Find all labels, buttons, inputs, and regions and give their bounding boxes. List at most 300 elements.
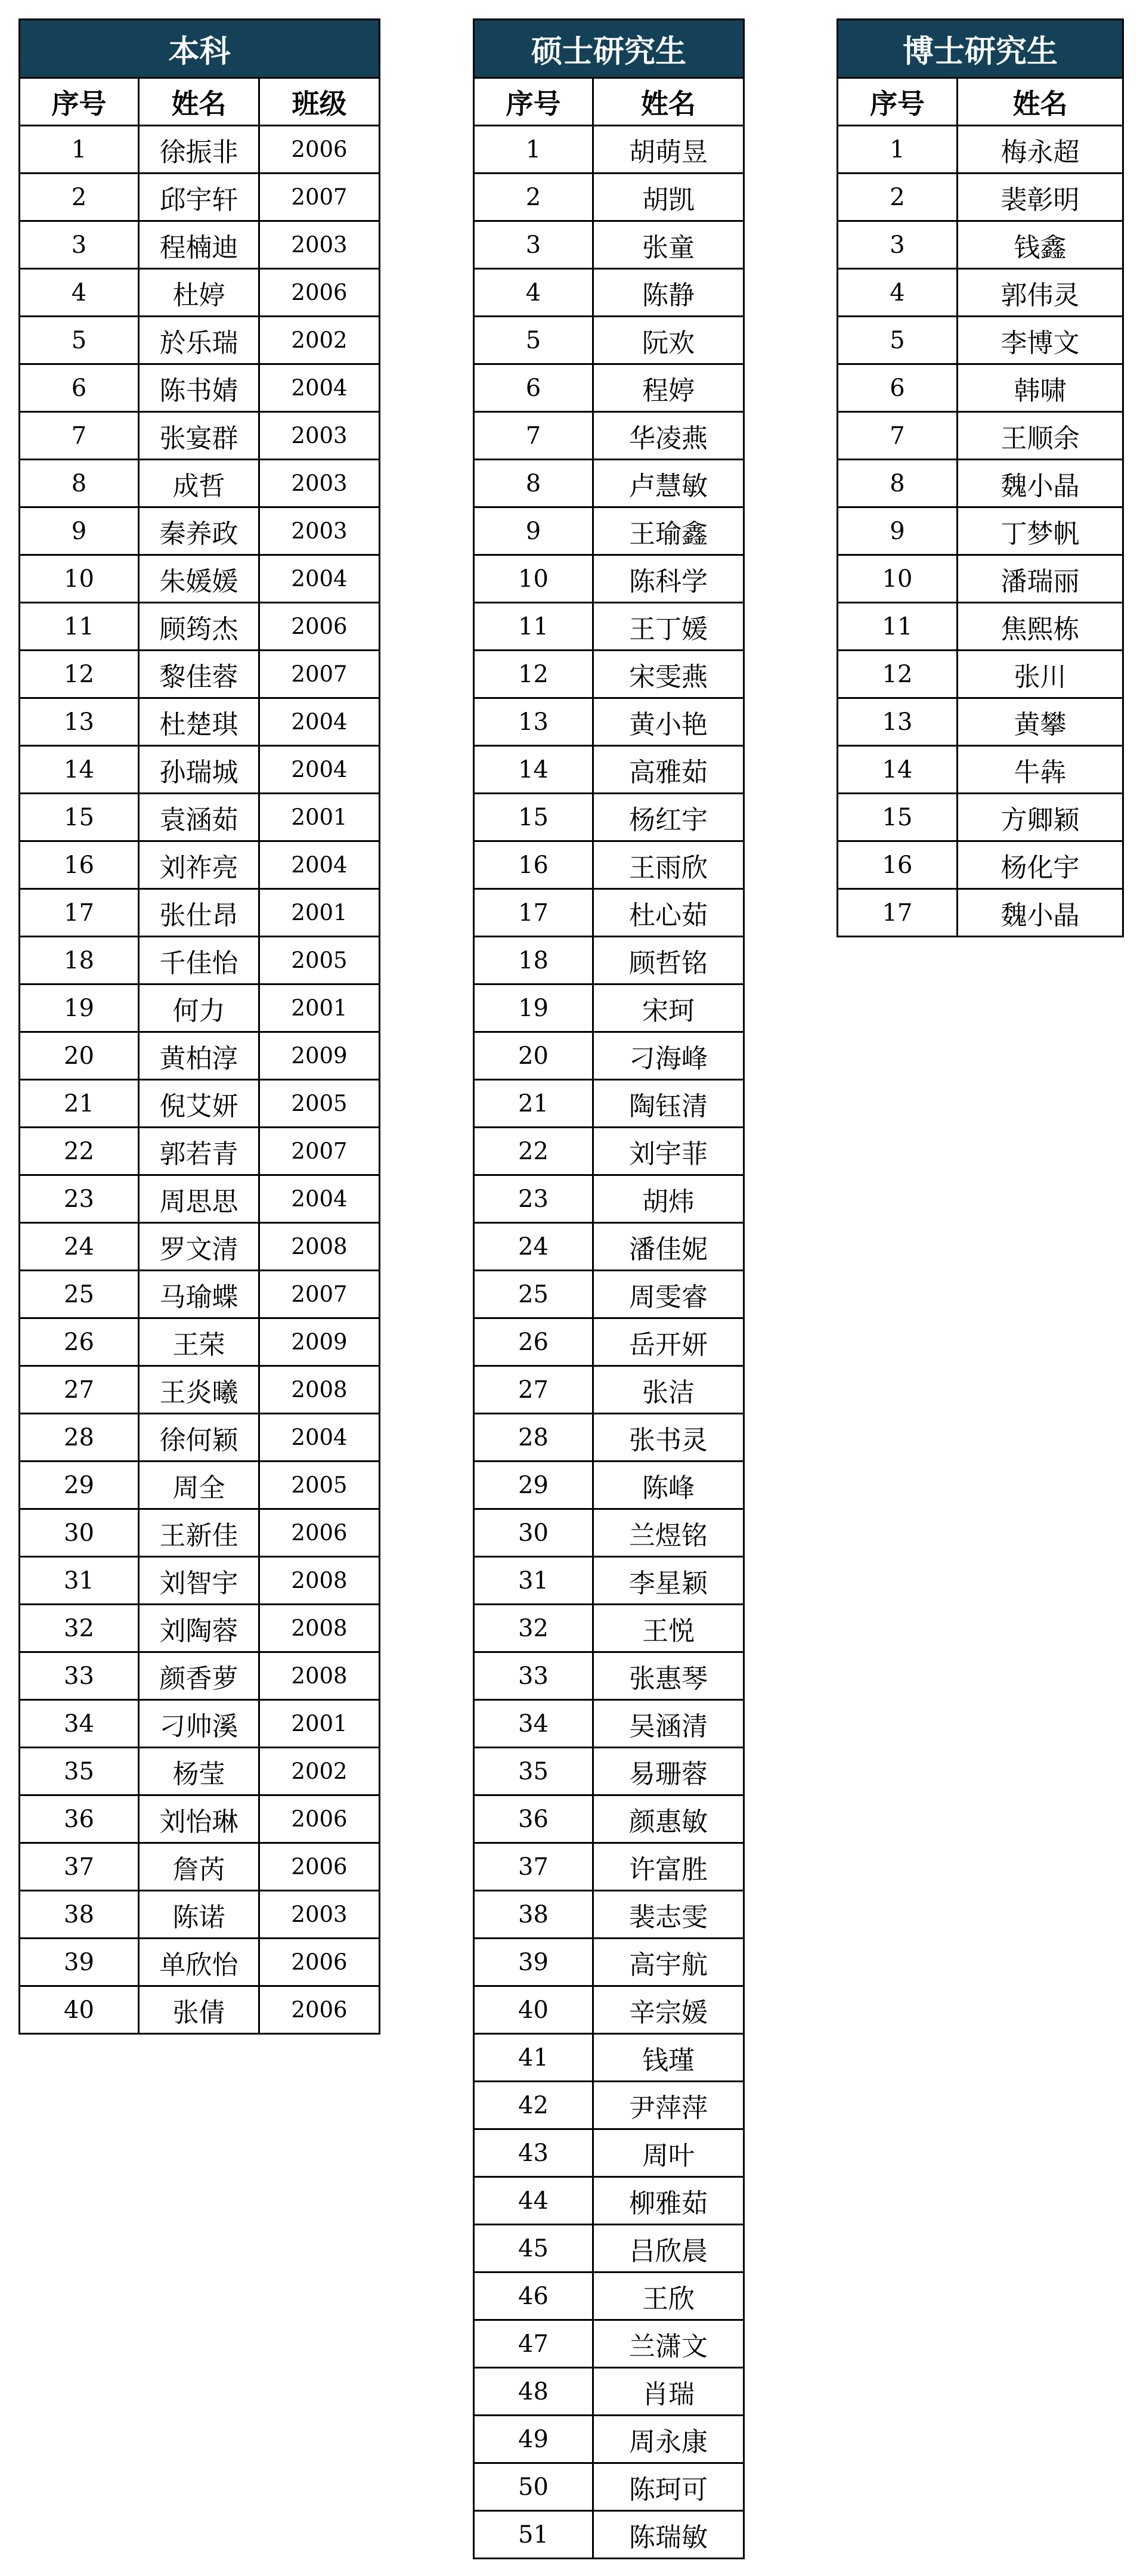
student-name: 周雯睿 <box>593 1271 744 1318</box>
table-row <box>20 269 380 317</box>
student-name: 易珊蓉 <box>593 1748 744 1795</box>
class-year: 2007 <box>259 1271 380 1318</box>
row-index: 44 <box>474 2177 593 2225</box>
row-index: 15 <box>20 794 139 841</box>
table-row <box>474 2129 744 2177</box>
row-index: 34 <box>474 1700 593 1748</box>
class-year: 2006 <box>259 1509 380 1557</box>
table-row <box>474 2463 744 2511</box>
table-row <box>20 555 380 603</box>
row-index: 31 <box>20 1557 139 1605</box>
class-year: 2004 <box>259 1414 380 1462</box>
table-row <box>474 555 744 603</box>
student-name: 陈书婧 <box>139 364 259 412</box>
row-index: 25 <box>474 1271 593 1318</box>
class-year: 2002 <box>259 317 380 364</box>
student-name: 王悦 <box>593 1605 744 1652</box>
row-index: 39 <box>474 1939 593 1986</box>
student-name: 韩啸 <box>958 364 1123 412</box>
student-name: 尹萍萍 <box>593 2082 744 2129</box>
table-row <box>474 2177 744 2225</box>
student-name: 李博文 <box>958 317 1123 364</box>
table-row <box>474 1605 744 1652</box>
student-name: 宋雯燕 <box>593 651 744 698</box>
table-row <box>474 794 744 841</box>
row-index: 37 <box>20 1843 139 1891</box>
row-index: 15 <box>474 794 593 841</box>
table-row <box>474 1318 744 1366</box>
row-index: 28 <box>474 1414 593 1462</box>
table-row <box>474 2272 744 2320</box>
row-index: 27 <box>20 1366 139 1414</box>
student-name: 王新佳 <box>139 1509 259 1557</box>
table-row <box>20 1557 380 1605</box>
row-index: 5 <box>838 317 958 364</box>
row-index: 8 <box>20 460 139 507</box>
row-index: 37 <box>474 1843 593 1891</box>
row-index: 2 <box>474 174 593 221</box>
row-index: 6 <box>20 364 139 412</box>
class-year: 2007 <box>259 651 380 698</box>
undergrad-body <box>20 126 380 2034</box>
row-index: 1 <box>20 126 139 174</box>
student-name: 王荣 <box>139 1318 259 1366</box>
doctoral-title: 博士研究生 <box>838 20 1123 78</box>
row-index: 6 <box>474 364 593 412</box>
row-index: 9 <box>838 507 958 555</box>
row-index: 16 <box>474 841 593 889</box>
row-index: 35 <box>20 1748 139 1795</box>
student-name: 许富胜 <box>593 1843 744 1891</box>
row-index: 33 <box>20 1652 139 1700</box>
table-row <box>474 1366 744 1414</box>
class-year: 2001 <box>259 794 380 841</box>
student-name: 罗文清 <box>139 1223 259 1271</box>
table-row <box>474 2511 744 2559</box>
row-index: 31 <box>474 1557 593 1605</box>
row-index: 1 <box>838 126 958 174</box>
row-index: 21 <box>20 1080 139 1128</box>
row-index: 38 <box>474 1891 593 1939</box>
student-name: 张倩 <box>139 1986 259 2034</box>
row-index: 43 <box>474 2129 593 2177</box>
table-row <box>20 1462 380 1509</box>
row-index: 24 <box>474 1223 593 1271</box>
table-row <box>474 460 744 507</box>
row-index: 23 <box>474 1175 593 1223</box>
student-name: 周永康 <box>593 2416 744 2463</box>
student-name: 吴涵清 <box>593 1700 744 1748</box>
table-row <box>474 2320 744 2368</box>
table-row <box>474 1128 744 1175</box>
table-row <box>474 1891 744 1939</box>
table-row <box>838 317 1123 364</box>
student-name: 张川 <box>958 651 1123 698</box>
table-row <box>474 317 744 364</box>
row-index: 7 <box>838 412 958 460</box>
row-index: 9 <box>474 507 593 555</box>
student-name: 张洁 <box>593 1366 744 1414</box>
row-index: 5 <box>20 317 139 364</box>
table-row <box>474 746 744 794</box>
table-row <box>474 1509 744 1557</box>
class-year: 2003 <box>259 460 380 507</box>
student-name: 张仕昂 <box>139 889 259 937</box>
student-name: 吕欣晨 <box>593 2225 744 2272</box>
undergrad-header-class: 班级 <box>259 78 380 126</box>
table-row <box>838 364 1123 412</box>
student-name: 陈瑞敏 <box>593 2511 744 2559</box>
table-row <box>474 1795 744 1843</box>
row-index: 12 <box>474 651 593 698</box>
student-name: 郭伟灵 <box>958 269 1123 317</box>
table-row <box>20 412 380 460</box>
undergrad-header-row <box>20 78 380 126</box>
student-name: 裴志雯 <box>593 1891 744 1939</box>
table-row <box>838 269 1123 317</box>
class-year: 2009 <box>259 1318 380 1366</box>
masters-header-name: 姓名 <box>593 78 744 126</box>
table-row <box>838 794 1123 841</box>
student-name: 魏小晶 <box>958 889 1123 937</box>
student-name: 王瑜鑫 <box>593 507 744 555</box>
row-index: 50 <box>474 2463 593 2511</box>
table-row <box>474 507 744 555</box>
student-name: 周叶 <box>593 2129 744 2177</box>
student-name: 潘佳妮 <box>593 1223 744 1271</box>
table-row <box>20 460 380 507</box>
student-name: 刘陶蓉 <box>139 1605 259 1652</box>
row-index: 3 <box>838 221 958 269</box>
table-row <box>20 1700 380 1748</box>
table-row <box>474 2368 744 2416</box>
student-name: 顾哲铭 <box>593 937 744 984</box>
table-row <box>474 2416 744 2463</box>
row-index: 26 <box>474 1318 593 1366</box>
table-row <box>20 1128 380 1175</box>
row-index: 45 <box>474 2225 593 2272</box>
row-index: 29 <box>474 1462 593 1509</box>
masters-body <box>474 126 744 2559</box>
class-year: 2006 <box>259 603 380 651</box>
student-name: 马瑜蝶 <box>139 1271 259 1318</box>
student-name: 倪艾妍 <box>139 1080 259 1128</box>
table-row <box>20 174 380 221</box>
row-index: 16 <box>20 841 139 889</box>
table-row <box>20 1652 380 1700</box>
class-year: 2005 <box>259 937 380 984</box>
student-name: 王炎曦 <box>139 1366 259 1414</box>
student-name: 宋珂 <box>593 984 744 1032</box>
row-index: 18 <box>474 937 593 984</box>
row-index: 3 <box>474 221 593 269</box>
masters-header-row <box>474 78 744 126</box>
class-year: 2008 <box>259 1366 380 1414</box>
table-row <box>20 1795 380 1843</box>
class-year: 2001 <box>259 984 380 1032</box>
student-name: 孙瑞城 <box>139 746 259 794</box>
undergrad-header-name: 姓名 <box>139 78 259 126</box>
undergrad-header-index: 序号 <box>20 78 139 126</box>
class-year: 2004 <box>259 1175 380 1223</box>
row-index: 6 <box>838 364 958 412</box>
table-row <box>20 889 380 937</box>
row-index: 17 <box>838 889 958 937</box>
student-name: 阮欢 <box>593 317 744 364</box>
row-index: 13 <box>20 698 139 746</box>
student-name: 张惠琴 <box>593 1652 744 1700</box>
class-year: 2004 <box>259 746 380 794</box>
table-row <box>474 126 744 174</box>
student-name: 张书灵 <box>593 1414 744 1462</box>
class-year: 2004 <box>259 555 380 603</box>
table-row <box>474 651 744 698</box>
row-index: 11 <box>20 603 139 651</box>
student-name: 高宇航 <box>593 1939 744 1986</box>
student-name: 王欣 <box>593 2272 744 2320</box>
table-row <box>838 460 1123 507</box>
table-row <box>474 2034 744 2082</box>
table-row <box>20 1223 380 1271</box>
table-row <box>474 364 744 412</box>
masters-title: 硕士研究生 <box>474 20 744 78</box>
student-name: 陶钰清 <box>593 1080 744 1128</box>
row-index: 10 <box>20 555 139 603</box>
row-index: 42 <box>474 2082 593 2129</box>
student-name: 钱鑫 <box>958 221 1123 269</box>
table-row <box>474 1652 744 1700</box>
table-row <box>838 221 1123 269</box>
student-name: 王丁媛 <box>593 603 744 651</box>
row-index: 32 <box>20 1605 139 1652</box>
table-row <box>20 841 380 889</box>
row-index: 40 <box>474 1986 593 2034</box>
student-name: 黄小艳 <box>593 698 744 746</box>
student-name: 刘宇菲 <box>593 1128 744 1175</box>
student-name: 顾筠杰 <box>139 603 259 651</box>
student-name: 华凌燕 <box>593 412 744 460</box>
table-row <box>474 1462 744 1509</box>
table-row <box>474 221 744 269</box>
student-name: 杨化宇 <box>958 841 1123 889</box>
class-year: 2003 <box>259 221 380 269</box>
table-row <box>20 126 380 174</box>
class-year: 2003 <box>259 1891 380 1939</box>
row-index: 30 <box>474 1509 593 1557</box>
table-row <box>474 1557 744 1605</box>
student-name: 成哲 <box>139 460 259 507</box>
row-index: 40 <box>20 1986 139 2034</box>
table-row <box>838 174 1123 221</box>
row-index: 1 <box>474 126 593 174</box>
row-index: 25 <box>20 1271 139 1318</box>
student-name: 黄柏淳 <box>139 1032 259 1080</box>
student-name: 胡萌昱 <box>593 126 744 174</box>
row-index: 29 <box>20 1462 139 1509</box>
class-year: 2003 <box>259 507 380 555</box>
table-row <box>474 1748 744 1795</box>
row-index: 2 <box>838 174 958 221</box>
student-name: 於乐瑞 <box>139 317 259 364</box>
student-name: 梅永超 <box>958 126 1123 174</box>
table-row <box>20 1271 380 1318</box>
student-name: 卢慧敏 <box>593 460 744 507</box>
table-row <box>838 555 1123 603</box>
table-row <box>474 937 744 984</box>
class-year: 2006 <box>259 1986 380 2034</box>
row-index: 18 <box>20 937 139 984</box>
student-name: 裴彰明 <box>958 174 1123 221</box>
doctoral-body <box>838 126 1123 937</box>
student-name: 詹芮 <box>139 1843 259 1891</box>
student-name: 方卿颖 <box>958 794 1123 841</box>
table-row <box>20 221 380 269</box>
row-index: 8 <box>838 460 958 507</box>
row-index: 16 <box>838 841 958 889</box>
table-row <box>474 984 744 1032</box>
class-year: 2008 <box>259 1223 380 1271</box>
student-name: 程婷 <box>593 364 744 412</box>
student-name: 高雅茹 <box>593 746 744 794</box>
undergrad-table <box>18 18 380 2035</box>
row-index: 14 <box>20 746 139 794</box>
table-row <box>20 1843 380 1891</box>
row-index: 19 <box>474 984 593 1032</box>
row-index: 32 <box>474 1605 593 1652</box>
student-name: 丁梦帆 <box>958 507 1123 555</box>
row-index: 23 <box>20 1175 139 1223</box>
table-row <box>474 269 744 317</box>
row-index: 49 <box>474 2416 593 2463</box>
table-row <box>20 984 380 1032</box>
class-year: 2004 <box>259 841 380 889</box>
row-index: 20 <box>474 1032 593 1080</box>
student-name: 陈科学 <box>593 555 744 603</box>
row-index: 15 <box>838 794 958 841</box>
row-index: 41 <box>474 2034 593 2082</box>
table-row <box>20 1509 380 1557</box>
row-index: 24 <box>20 1223 139 1271</box>
student-name: 杜婷 <box>139 269 259 317</box>
doctoral-table <box>837 18 1124 937</box>
row-index: 4 <box>20 269 139 317</box>
table-row <box>20 1366 380 1414</box>
student-name: 陈珂可 <box>593 2463 744 2511</box>
student-name: 岳开妍 <box>593 1318 744 1366</box>
table-row <box>838 651 1123 698</box>
table-row <box>20 1986 380 2034</box>
student-name: 袁涵茹 <box>139 794 259 841</box>
class-year: 2006 <box>259 1843 380 1891</box>
table-row <box>474 1271 744 1318</box>
table-row <box>20 1318 380 1366</box>
student-name: 焦熙栋 <box>958 603 1123 651</box>
student-name: 程楠迪 <box>139 221 259 269</box>
class-year: 2008 <box>259 1605 380 1652</box>
student-name: 刁帅溪 <box>139 1700 259 1748</box>
student-name: 秦养政 <box>139 507 259 555</box>
class-year: 2005 <box>259 1462 380 1509</box>
student-name: 刘怡琳 <box>139 1795 259 1843</box>
class-year: 2006 <box>259 1795 380 1843</box>
row-index: 33 <box>474 1652 593 1700</box>
class-year: 2004 <box>259 698 380 746</box>
row-index: 51 <box>474 2511 593 2559</box>
row-index: 10 <box>838 555 958 603</box>
student-name: 刘智宇 <box>139 1557 259 1605</box>
table-row <box>474 1032 744 1080</box>
class-year: 2003 <box>259 412 380 460</box>
row-index: 48 <box>474 2368 593 2416</box>
student-name: 颜惠敏 <box>593 1795 744 1843</box>
student-name: 朱媛媛 <box>139 555 259 603</box>
table-row <box>474 1700 744 1748</box>
row-index: 12 <box>20 651 139 698</box>
table-row <box>20 794 380 841</box>
table-row <box>20 1032 380 1080</box>
student-name: 牛犇 <box>958 746 1123 794</box>
student-name: 潘瑞丽 <box>958 555 1123 603</box>
table-row <box>838 698 1123 746</box>
student-name: 刘祚亮 <box>139 841 259 889</box>
table-row <box>20 1939 380 1986</box>
row-index: 39 <box>20 1939 139 1986</box>
table-row <box>474 1414 744 1462</box>
table-row <box>474 2225 744 2272</box>
row-index: 10 <box>474 555 593 603</box>
row-index: 26 <box>20 1318 139 1366</box>
student-name: 郭若青 <box>139 1128 259 1175</box>
class-year: 2006 <box>259 126 380 174</box>
row-index: 13 <box>838 698 958 746</box>
student-name: 王雨欣 <box>593 841 744 889</box>
student-name: 辛宗媛 <box>593 1986 744 2034</box>
student-name: 胡凯 <box>593 174 744 221</box>
student-name: 杨红宇 <box>593 794 744 841</box>
row-index: 12 <box>838 651 958 698</box>
table-row <box>474 1175 744 1223</box>
student-name: 徐何颖 <box>139 1414 259 1462</box>
table-row <box>474 1986 744 2034</box>
student-name: 徐振非 <box>139 126 259 174</box>
row-index: 19 <box>20 984 139 1032</box>
doctoral-header-index: 序号 <box>838 78 958 126</box>
table-row <box>474 1939 744 1986</box>
table-row <box>474 2082 744 2129</box>
student-name: 杨莹 <box>139 1748 259 1795</box>
table-row <box>474 1843 744 1891</box>
student-name: 周全 <box>139 1462 259 1509</box>
row-index: 28 <box>20 1414 139 1462</box>
student-name: 周思思 <box>139 1175 259 1223</box>
masters-table <box>473 18 745 2559</box>
doctoral-header-row <box>838 78 1123 126</box>
table-row <box>20 698 380 746</box>
table-row <box>20 317 380 364</box>
student-name: 肖瑞 <box>593 2368 744 2416</box>
table-row <box>474 174 744 221</box>
student-name: 刁海峰 <box>593 1032 744 1080</box>
table-row <box>474 603 744 651</box>
row-index: 36 <box>20 1795 139 1843</box>
row-index: 27 <box>474 1366 593 1414</box>
student-name: 黎佳蓉 <box>139 651 259 698</box>
table-row <box>838 889 1123 937</box>
student-name: 千佳怡 <box>139 937 259 984</box>
student-name: 陈静 <box>593 269 744 317</box>
row-index: 8 <box>474 460 593 507</box>
row-index: 21 <box>474 1080 593 1128</box>
